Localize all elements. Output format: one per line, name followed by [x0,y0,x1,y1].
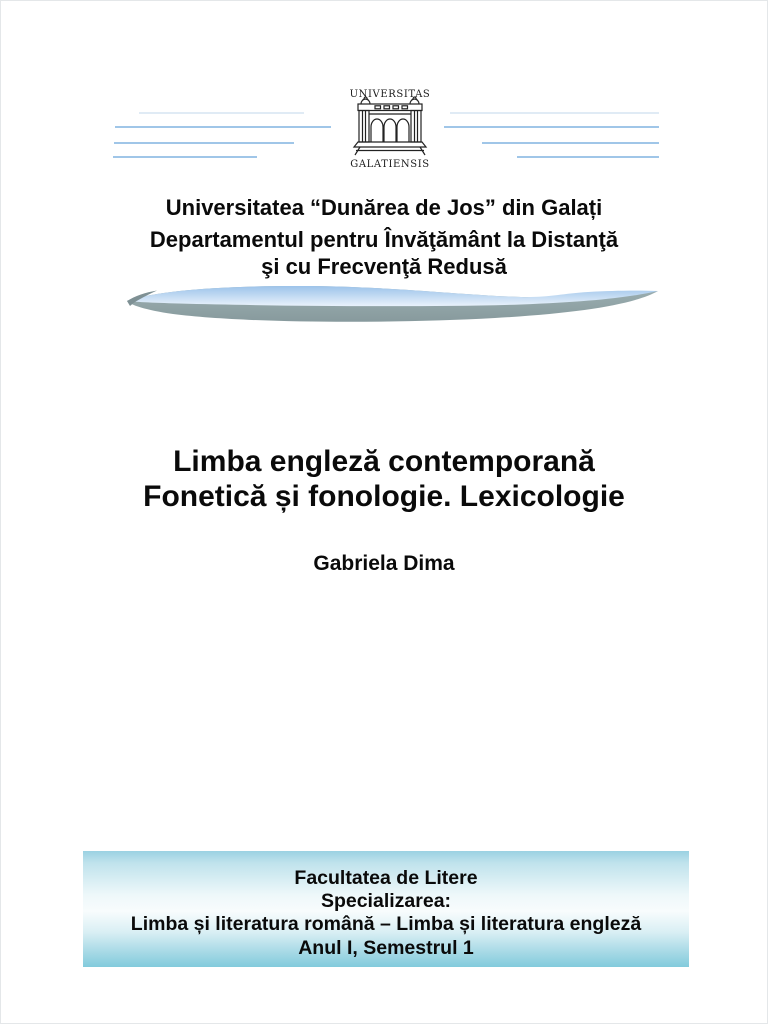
university-name: Universitatea “Dunărea de Jos” din Galați [165,195,603,220]
crest-drawing [354,97,426,155]
decor-rule-right-2 [482,142,659,144]
faculty-name: Facultatea de Litere [294,867,478,889]
decor-rule-left-1 [115,126,331,128]
course-title [1,444,767,514]
decor-rule-right-1 [444,126,659,128]
university-crest-icon [346,85,434,173]
decor-rule-right-3 [517,156,659,158]
course-title-line1: Limba engleză contemporană [173,445,595,478]
decor-rule-right-faint [450,112,659,114]
author-name: Gabriela Dima [313,552,455,575]
logo-galatiensis-text: GALATIENSIS [350,159,430,170]
decor-rule-left-2 [114,142,294,144]
department-name-line2: şi cu Frecvenţă Redusă [261,254,507,279]
specialization-label: Specializarea: [320,890,452,913]
specialization-value: Limba și literatura română – Limba și literatura engleză [130,913,642,936]
department-name-line1: Departamentul pentru Învăţământ la Distanţă [149,227,619,252]
decor-rule-left-faint [139,112,304,114]
decor-rule-left-3 [113,156,257,158]
logo-universitas-text: UNIVERSITAS [349,89,431,100]
swoosh-divider-graphic [123,284,663,324]
course-title-line2: Fonetică și fonologie. Lexicologie [143,480,625,513]
faculty-banner [83,851,689,967]
year-semester: Anul I, Semestrul 1 [298,936,474,959]
